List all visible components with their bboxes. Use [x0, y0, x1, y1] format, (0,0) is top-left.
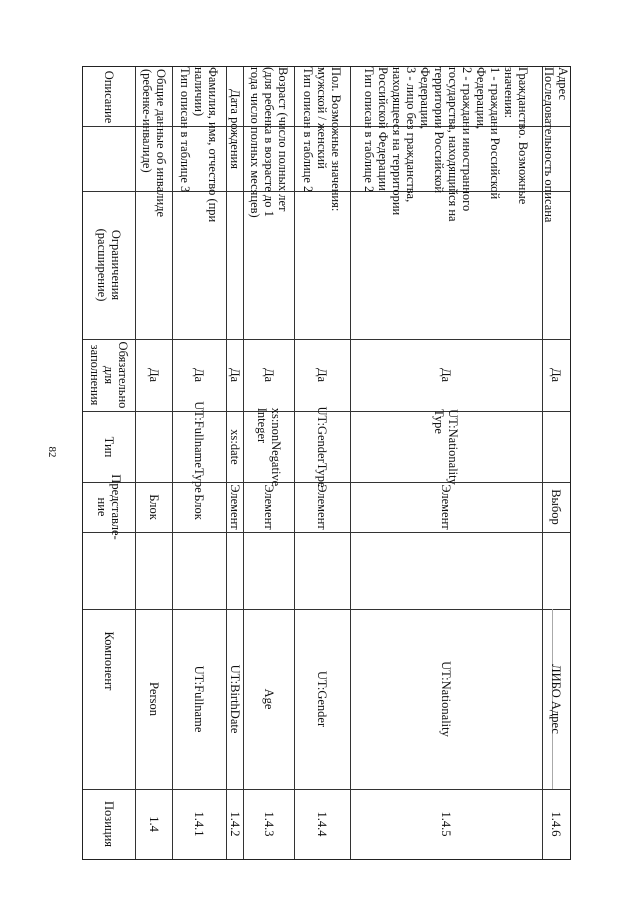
header-restrictions: Ограничения (расширение) — [95, 228, 123, 302]
row-1-4-1-component: UT:Fullname — [192, 665, 206, 733]
row-1-4-6-representation: Выбор — [549, 489, 563, 525]
row-1-4-4-position: 1.4.4 — [315, 811, 329, 837]
row-1-4-2-component: UT:BirthDate — [227, 664, 242, 734]
specification-table — [82, 66, 571, 860]
row-1-4-2-representation: Элемент — [227, 484, 242, 530]
row-1-4-6-position: 1.4.6 — [549, 811, 563, 837]
row-1-4-1-position: 1.4.1 — [192, 811, 206, 837]
header-required-text: Обязательно для заполнения — [88, 341, 130, 409]
row-1-4-5-required: Да — [439, 367, 453, 383]
row-1-4-position: 1.4 — [146, 816, 161, 832]
row-1-4-2-type: xs:date — [227, 428, 242, 465]
row-1-4-1-description: Фамилия, имя, отчество (при наличии) Тип описан в таблице 3 — [178, 67, 220, 223]
row-1-4-3-type: xs:nonNegative Integer — [254, 407, 283, 486]
row-1-4-3-representation: Элемент — [261, 484, 276, 530]
header-component: Компонент — [102, 631, 116, 690]
row-1-4-3-position: 1.4.3 — [261, 811, 276, 837]
row-1-4-2-required: Да — [227, 367, 242, 383]
row-1-4-2-description: Дата рождения — [227, 89, 242, 169]
page-number: 82 — [46, 446, 58, 458]
row-1-4-4-type: UT:GenderType — [315, 405, 329, 488]
header-description: Описание — [102, 70, 116, 123]
row-1-4-component: Person — [146, 681, 161, 717]
row-1-4-description: Общие данные об инвалиде (ребенке-инвалиде) — [139, 69, 168, 218]
row-1-4-4-representation: Элемент — [315, 484, 329, 530]
header-position: Позиция — [102, 800, 116, 848]
header-representation: Представле- ние — [95, 474, 123, 540]
header-type: Тип — [102, 436, 116, 457]
row-1-4-3-description: Возраст (число полных лет (для ребенка в возрасте до 1 года число полных месяцев) — [247, 67, 290, 218]
row-1-4-representation: Блок — [146, 494, 161, 520]
row-1-4-1-type: UT:FullnameType — [192, 400, 206, 493]
header-required — [83, 126, 135, 191]
row-1-4-4-required: Да — [315, 367, 329, 383]
row-1-4-6-description: Адрес Последовательность описана — [542, 67, 570, 223]
row-1-4-5-position: 1.4.5 — [439, 811, 453, 837]
row-1-4-5-representation: Элемент — [439, 484, 453, 530]
row-1-4-required: Да — [146, 367, 161, 383]
row-1-4-1-required: Да — [192, 367, 206, 383]
row-1-4-6-component: ЛИБО Адрес — [549, 664, 563, 734]
row-1-4-4-component: UT:Gender — [315, 670, 329, 728]
row-1-4-5-type: UT:Nationality Type — [432, 408, 460, 485]
row-1-4-1-representation: Блок — [192, 494, 206, 520]
row-1-4-2-position: 1.4.2 — [227, 811, 242, 837]
row-1-4-3-component: Age — [261, 688, 276, 710]
row-1-4-5-description: Гражданство. Возможные значения: 1 - граждани Российской Федерации, 2 - граждани иностранного государства, находящийся на территории Российской Федерации, 3 - лицо без гражданства, находящееся на территории Российской Федерации Тип описан в таблице 2 — [362, 67, 530, 222]
row-1-4-6-required: Да — [549, 367, 563, 383]
row-1-4-4-description: Пол. Возможные значения: мужской / женский Тип описан в таблице 2 — [301, 67, 343, 212]
row-1-4-3-required: Да — [261, 367, 276, 383]
row-1-4-5-component: UT:Nationality — [439, 661, 453, 737]
